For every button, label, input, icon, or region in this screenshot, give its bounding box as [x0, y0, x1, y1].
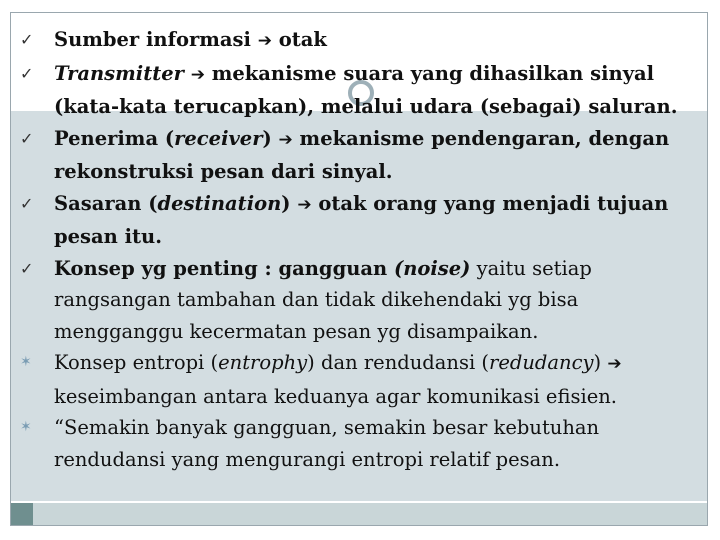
check-icon: ✓ [20, 128, 34, 148]
list-item: ✓ Sasaran (destination) ➔ otak orang yang menjadi tujuan pesan itu. [20, 188, 700, 253]
star-bullet-icon: ✶ [20, 419, 32, 435]
star-bullet-icon: ✶ [20, 354, 32, 370]
list-item: ✶ Konsep entropi (entrophy) dan rendudansi (redudancy) ➔ keseimbangan antara keduanya agar komunikasi efisien. [20, 347, 700, 412]
footer-accent-square [11, 503, 33, 525]
list-item: ✓ Sumber informasi ➔ otak [20, 24, 700, 58]
arrow-right-icon: ➔ [190, 64, 205, 85]
arrow-right-icon: ➔ [257, 31, 272, 51]
check-icon: ✓ [20, 63, 34, 83]
bullet-list [20, 24, 700, 475]
check-icon: ✓ [20, 30, 34, 49]
arrow-right-icon: ➔ [607, 354, 622, 374]
list-item: ✶ “Semakin banyak gangguan, semakin besar kebutuhan rendudansi yang mengurangi entropi relatif pesan. [20, 412, 700, 475]
list-item: ✓ Penerima (receiver) ➔ mekanisme pendengaran, dengan rekonstruksi pesan dari sinyal. [20, 123, 700, 188]
list-item: ✓ Konsep yg penting : gangguan (noise) yaitu setiap rangsangan tambahan dan tidak dikehendaki yg bisa mengganggu kecermatan pesan yg disampaikan. [20, 253, 700, 348]
check-icon: ✓ [20, 193, 34, 213]
footer-bar [11, 503, 707, 525]
arrow-right-icon: ➔ [278, 129, 293, 150]
list-item: ✓ Transmitter ➔ mekanisme suara yang dihasilkan sinyal (kata-kata terucapkan), melalui udara (sebagai) saluran. [20, 58, 700, 123]
arrow-right-icon: ➔ [297, 194, 312, 215]
check-icon: ✓ [20, 258, 34, 278]
